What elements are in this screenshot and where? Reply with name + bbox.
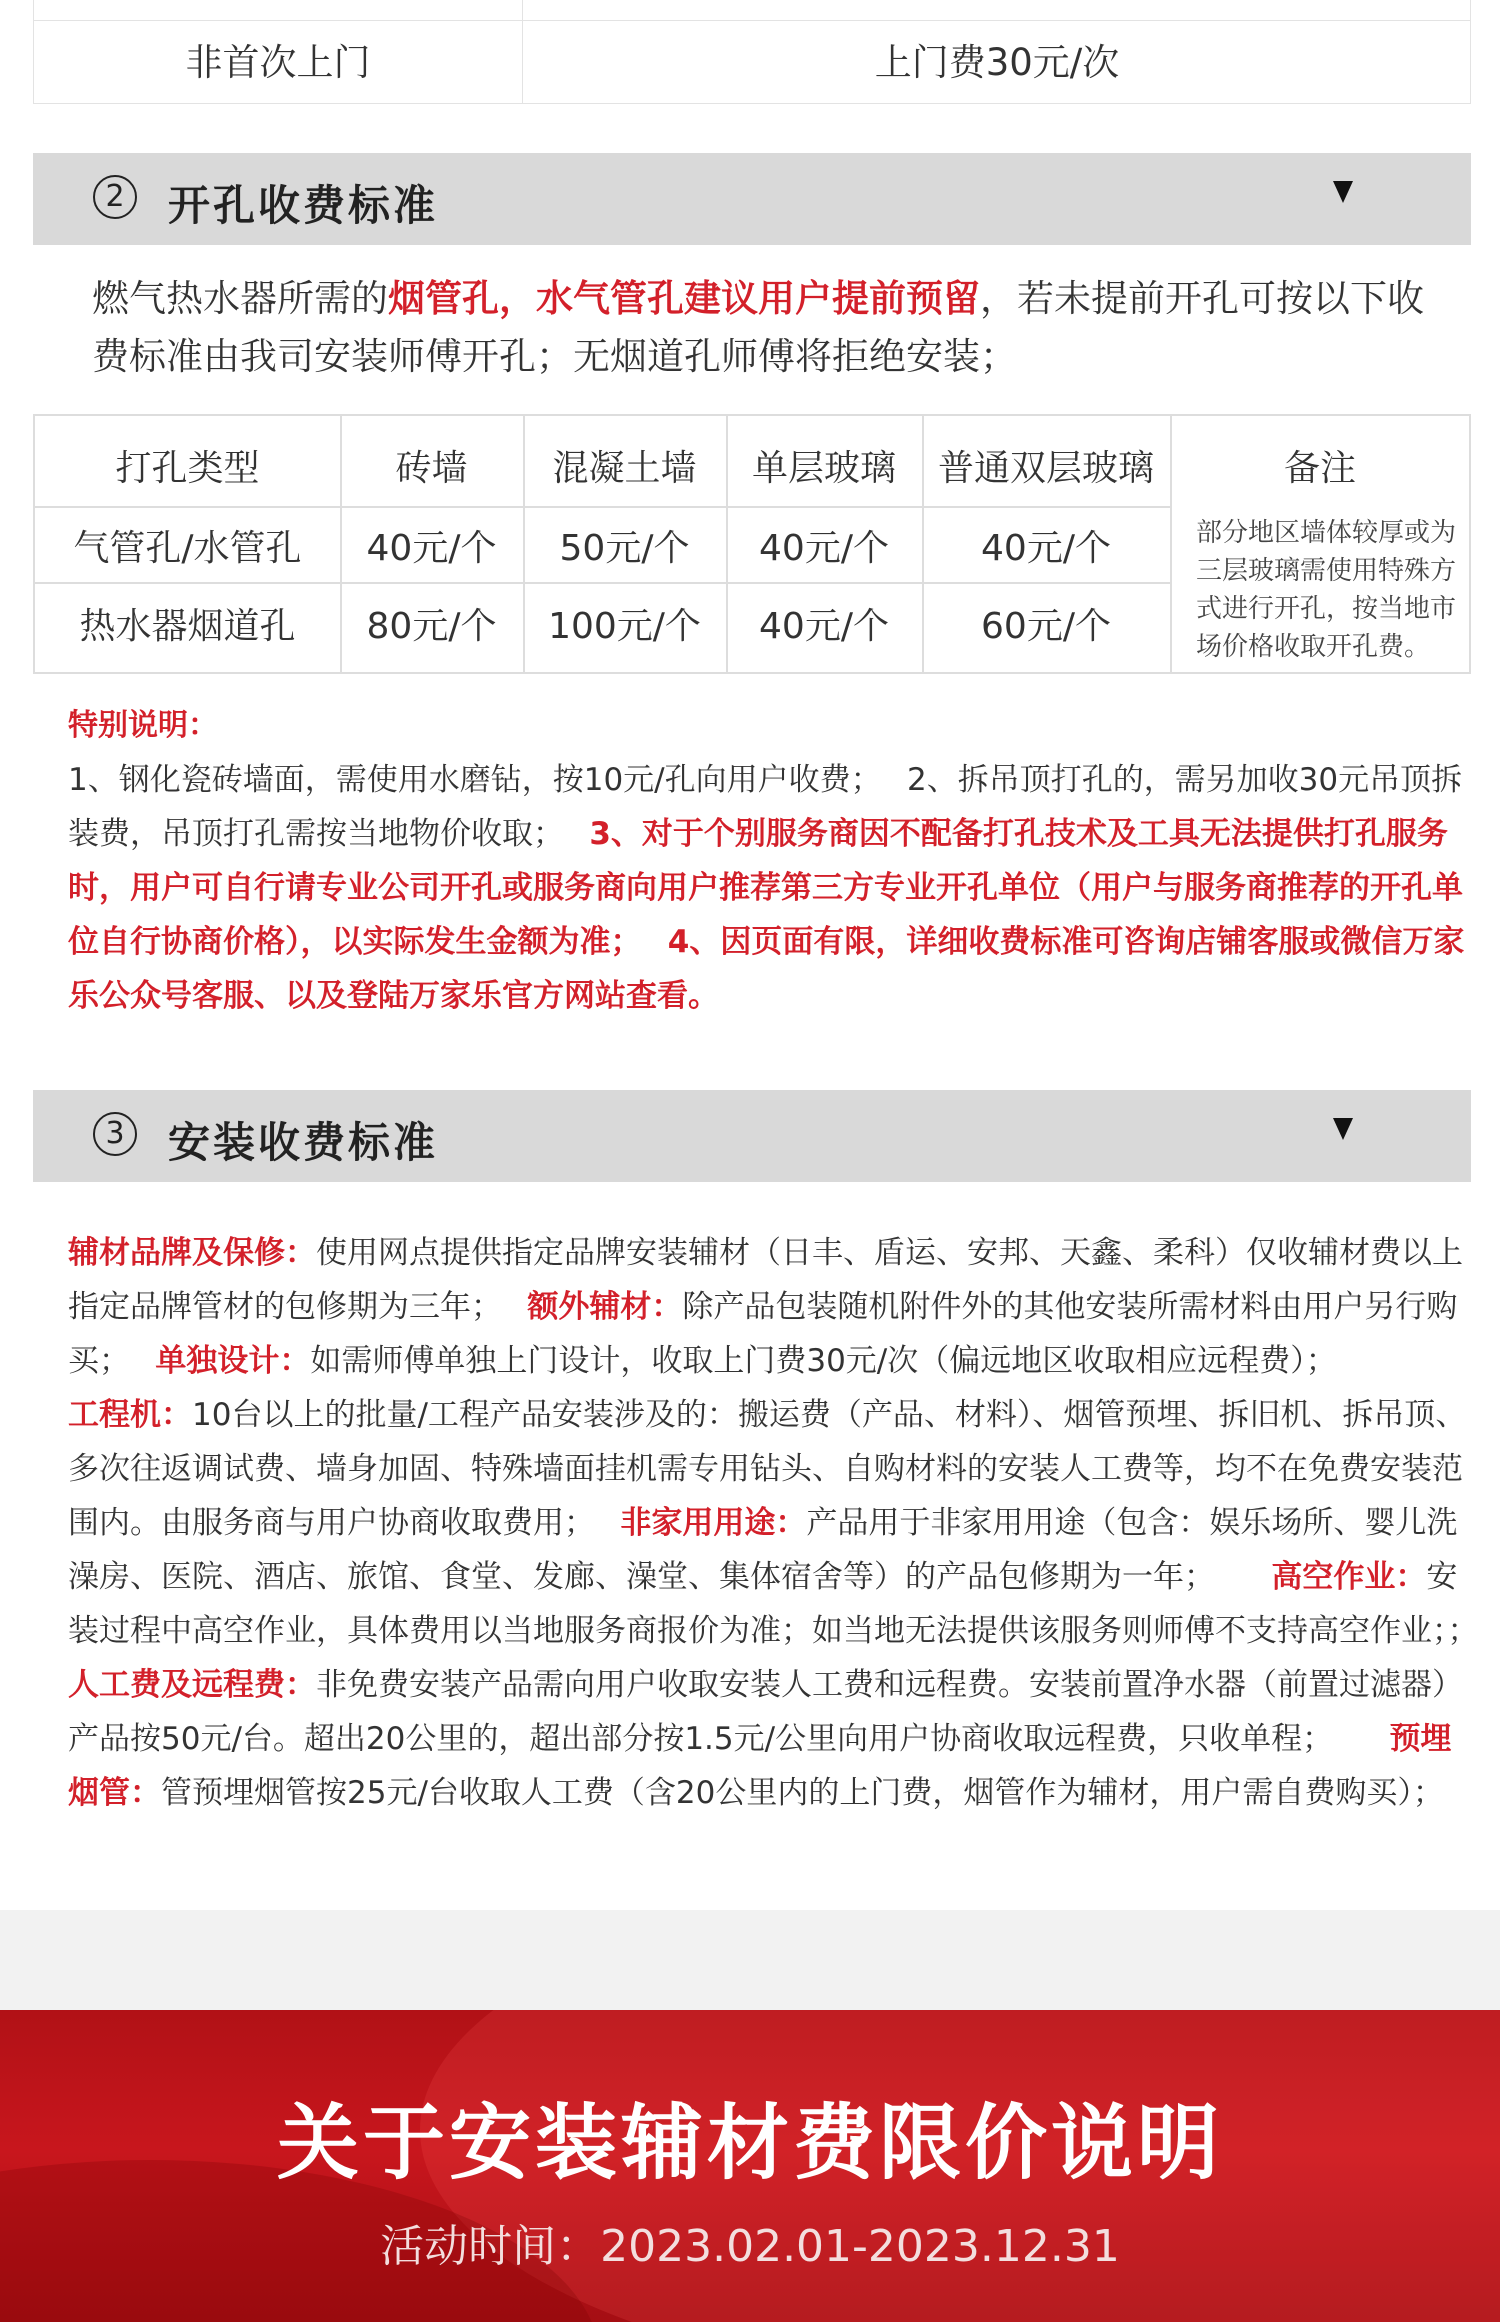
door-fee-label: 非首次上门 bbox=[185, 41, 371, 84]
section-number: 2 bbox=[93, 175, 137, 219]
install-item-text: 使用网点提供指定品牌安装辅材（日丰、盾运、安邦、天鑫、柔科）仅收辅材费以上指定品牌管材的包修期为三年； bbox=[68, 1235, 1463, 1325]
section-title: 安装收费标准 bbox=[168, 1118, 439, 1167]
table-divider bbox=[34, 20, 1470, 21]
table-cell: 40元/个 bbox=[759, 528, 889, 569]
table-divider bbox=[34, 103, 1470, 104]
table-cell: 100元/个 bbox=[548, 606, 701, 647]
banner-dates: 活动时间：2023.02.01-2023.12.31 bbox=[380, 2221, 1120, 2272]
table-header: 普通双层玻璃 bbox=[937, 448, 1154, 489]
section-title: 开孔收费标准 bbox=[168, 181, 439, 230]
table-cell: 热水器烟道孔 bbox=[79, 606, 296, 647]
drilling-price-table bbox=[33, 414, 1471, 674]
install-item-text: 管预埋烟管按25元/台收取人工费（含20公里内的上门费，烟管作为辅材，用户需自费购买）； bbox=[161, 1775, 1444, 1811]
install-fee-details bbox=[68, 1226, 1494, 1820]
intro-text: 燃气热水器所需的 bbox=[92, 277, 388, 320]
banner-headline: 关于安装辅材费限价说明 bbox=[276, 2096, 1223, 2191]
table-cell: 40元/个 bbox=[981, 528, 1111, 569]
section-install-header[interactable] bbox=[33, 1090, 1471, 1182]
section-spacer bbox=[0, 1910, 1500, 2010]
special-notes bbox=[68, 698, 1468, 1023]
install-item-text: 非免费安装产品需向用户收取安装人工费和远程费。安装前置净水器（前置过滤器）产品按50元/台。超出20公里的，超出部分按1.5元/公里向用户协商收取远程费，只收单程； bbox=[68, 1667, 1463, 1757]
table-note: 部分地区墙体较厚或为三层玻璃需使用特殊方式进行开孔，按当地市场价格收取开孔费。 bbox=[1196, 518, 1457, 662]
install-item-label: 人工费及远程费： bbox=[68, 1667, 316, 1703]
table-cell: 50元/个 bbox=[559, 528, 690, 569]
table-cell: 40元/个 bbox=[366, 528, 497, 569]
door-fee-table bbox=[33, 0, 1471, 104]
install-item-label: 高空作业： bbox=[1271, 1559, 1427, 1595]
install-item-label: 单独设计： bbox=[155, 1343, 311, 1379]
install-item-text: 除产品包装随机附件外的其他安装所需材料由用户另行购买； bbox=[68, 1289, 1458, 1379]
install-item-text: 安装过程中高空作业，具体费用以当地服务商报价为准；如当地无法提供该服务则师傅不支持高空作业；； bbox=[68, 1559, 1494, 1649]
install-item-label: 非家用用途： bbox=[620, 1505, 807, 1541]
special-notes-title: 特别说明： bbox=[68, 708, 218, 743]
table-header: 单层玻璃 bbox=[751, 448, 896, 489]
table-row-divider bbox=[35, 582, 1170, 584]
drilling-intro bbox=[92, 270, 1452, 386]
install-item-label: 辅材品牌及保修： bbox=[68, 1235, 316, 1271]
table-cell: 80元/个 bbox=[366, 606, 497, 647]
install-item-text: 10台以上的批量/工程产品安装涉及的：搬运费（产品、材料）、烟管预埋、拆旧机、拆吊顶、多次往返调试费、墙身加固、特殊墙面挂机需专用钻头、自购材料的安装人工费等，均不在免费安装范围内。由服务商与用户协商收取费用； bbox=[68, 1397, 1467, 1541]
section-number: 3 bbox=[93, 1112, 137, 1156]
table-cell: 40元/个 bbox=[759, 606, 889, 647]
table-header: 打孔类型 bbox=[115, 448, 260, 489]
install-item-label: 预埋烟管： bbox=[68, 1721, 1452, 1811]
table-cell: 气管孔/水管孔 bbox=[73, 528, 302, 569]
intro-highlight: 烟管孔，水气管孔建议用户提前预留 bbox=[388, 277, 980, 320]
table-row-divider bbox=[35, 506, 1170, 508]
door-fee-value: 上门费30元/次 bbox=[874, 41, 1120, 84]
special-notes-highlight: 3、对于个别服务商因不配备打孔技术及工具无法提供打孔服务时，用户可自行请专业公司开孔或服务商向用户推荐第三方专业开孔单位（用户与服务商推荐的开孔单位自行协商价格），以实际发生金额为准； 4、因页面有限，详细收费标准可咨询店铺客服或微信万家乐公众号客服、以及登陆万家乐官方网站查看。 bbox=[68, 816, 1465, 1014]
special-notes-text: 1、钢化瓷砖墙面，需使用水磨钻，按10元/孔向用户收费； 2、拆吊顶打孔的，需另加收30元吊顶拆装费，吊顶打孔需按当地物价收取； bbox=[68, 762, 1463, 852]
table-header: 砖墙 bbox=[395, 448, 468, 489]
install-item-text: 如需师傅单独上门设计，收取上门费30元/次（偏远地区收取相应远程费）； bbox=[310, 1343, 1337, 1379]
section-drilling-header[interactable] bbox=[33, 153, 1471, 245]
install-item-label: 工程机： bbox=[68, 1397, 192, 1433]
collapse-arrow-icon[interactable] bbox=[1333, 1118, 1353, 1140]
table-header: 混凝土墙 bbox=[552, 448, 697, 489]
install-item-label: 额外辅材： bbox=[527, 1289, 683, 1325]
install-item-text: 产品用于非家用用途（包含：娱乐场所、婴儿洗澡房、医院、酒店、旅馆、食堂、发廊、澡堂、集体宿舍等）的产品包修期为一年； bbox=[68, 1505, 1458, 1595]
promo-banner bbox=[0, 2010, 1500, 2322]
table-cell: 60元/个 bbox=[981, 606, 1111, 647]
intro-text: ，若未提前开孔可按以下收费标准由我司安装师傅开孔；无烟道孔师傅将拒绝安装； bbox=[92, 277, 1424, 378]
table-header: 备注 bbox=[1283, 448, 1356, 489]
collapse-arrow-icon[interactable] bbox=[1333, 181, 1353, 203]
